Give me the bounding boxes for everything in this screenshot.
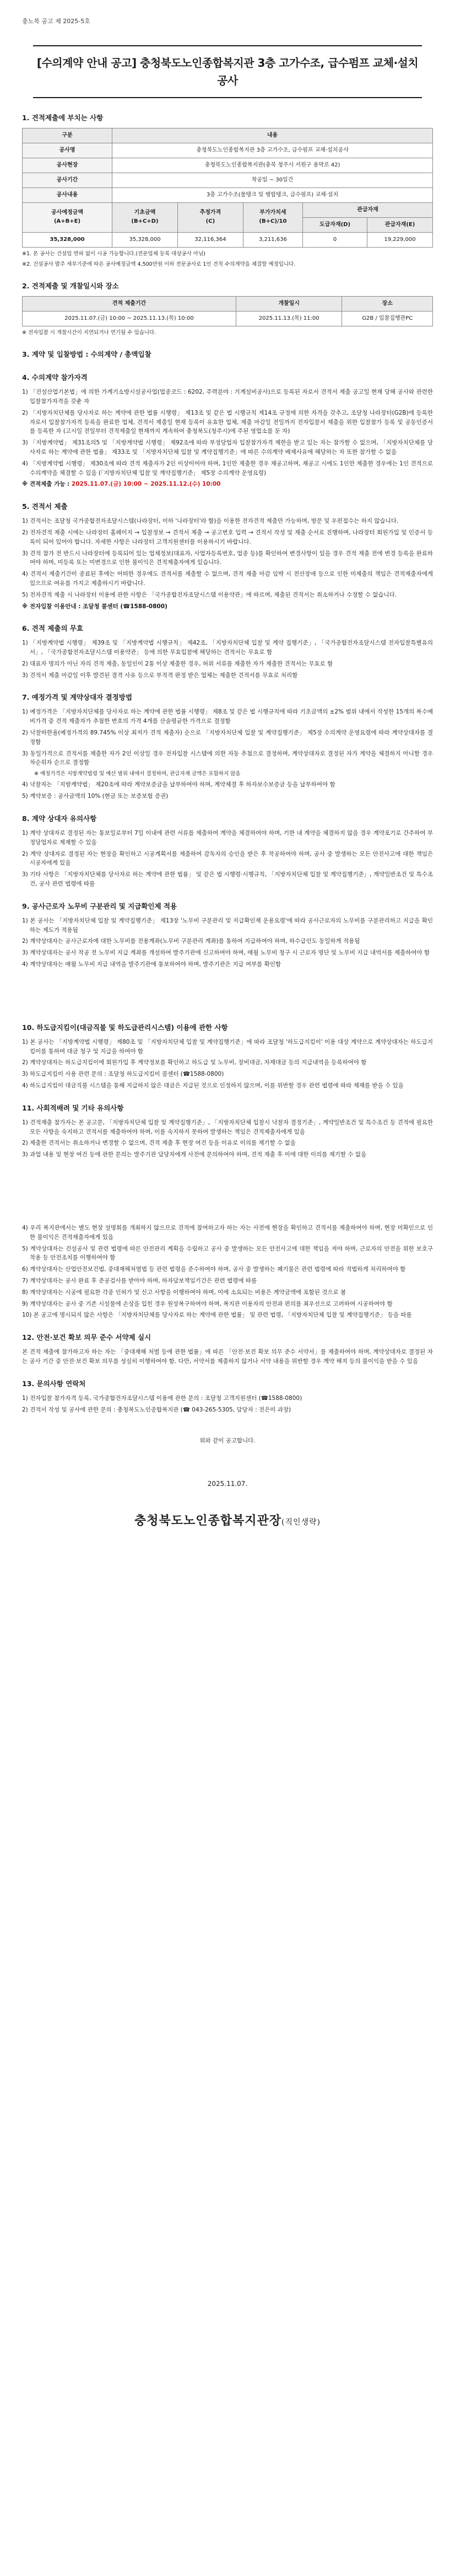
notice-date: 2025.11.07. xyxy=(207,1480,248,1488)
list-item: 4) 「지방계약법 시행령」 제30조에 따라 견적 제출자가 2인 이상이어야 하며, 1인만 제출한 경우 재공고하며, 재공고 시에도 1인만 제출한 경우에는 1인 견적으로 수의계약을 체결할 수 있음 (「지방자치단체 입찰 및 계약집행기준」 제5장 수의계약 운영요령) xyxy=(22,460,433,476)
cost-head: 기초금액 (B+C+D) xyxy=(112,202,178,232)
list-item: 1) 전자입찰 참가자격 등록, 국가종합전자조달시스템 이용에 관한 문의 : 조달청 고객지원센터 (☎1588-0800) xyxy=(22,1394,302,1402)
list-item: 2) 계약상대자는 하도급지킴이에 회원가입 후 계약정보를 확인하고 하도급 및 노무비, 장비대금, 자재대금 등의 지급내역을 등록하여야 함 xyxy=(22,1059,367,1066)
deadline-value: 2025.11.07.(금) 10:00 ~ 2025.11.12.(수) 10:00 xyxy=(71,481,221,488)
list-item: 3) 기타 사항은 「지방자치단체를 당사자로 하는 계약에 관한 법률」 및 같은 법 시행령·시행규칙, 「지방자치단체 입찰 및 계약집행기준」, 계약일반조건 및 특수조건, 공사 관련 법령에 따름 xyxy=(22,871,433,888)
cost-value: 0 xyxy=(303,232,367,247)
table-row xyxy=(23,143,433,158)
section-7-heading: 7. 예정가격 및 계약상대자 결정방법 xyxy=(22,693,132,702)
col-place: 장소 xyxy=(342,296,433,311)
list-item: 1) 견적서는 조달청 국가종합전자조달시스템(나라장터, 이하 '나라장터'라 함)을 이용한 전자견적 제출만 가능하며, 방문 및 우편접수는 하지 않습니다. xyxy=(22,518,399,525)
list-item: ※ 예정가격은 지방계약법령 및 예산 범위 내에서 결정하며, 관급자재 금액은 포함하지 않음 xyxy=(34,771,241,777)
col-naeyong: 내용 xyxy=(112,128,433,143)
list-item: 3) 하도급지킴이 사용 관련 문의 : 조달청 하도급지킴이 콜센터 (☎1588-0800) xyxy=(22,1071,224,1078)
cost-head: 부가가치세 (B+C)/10 xyxy=(243,202,302,232)
list-item: 2) 전자견적 제출 시에는 나라장터 홈페이지 → 입찰정보 → 견적서 제출 → 공고번호 입력 → 견적서 작성 및 제출 순서로 진행하며, 나라장터 회원가입 및 인증서 등록이 되어 있어야 합니다. 자세한 사항은 나라장터 고객지원센터를 이용하시기 바랍니다. xyxy=(22,529,433,545)
section-12-heading: 12. 안전·보건 확보 의무 준수 서약제 실시 xyxy=(22,1333,151,1342)
seal-omitted: (직인생략) xyxy=(281,1518,321,1527)
list-item: 1) 계약 상대자로 결정된 자는 통보일로부터 7일 이내에 관련 서류를 제출하여 계약을 체결하여야 하며, 기한 내 계약을 체결하지 않을 경우 계약포기로 간주하여 부정당업자로 제재할 수 있음 xyxy=(22,830,433,846)
list-item: 10) 본 공고에 명시되지 않은 사항은 「지방자치단체를 당사자로 하는 계약에 관한 법률」 및 관련 법령, 「지방자치단체 입찰 및 계약집행기준」 등을 따름 xyxy=(22,1312,412,1319)
cost-value: 35,328,000 xyxy=(112,232,178,247)
row-label: 공사기간 xyxy=(23,173,112,187)
list-item: 4) 낙찰자는 「지방계약법」 제20조에 따라 계약보증금을 납부하여야 하며, 계약체결 후 하자보수보증금 등을 납부하여야 함 xyxy=(22,781,335,788)
issuer-name: 충청북도노인종합복지관장 xyxy=(134,1514,281,1528)
section-12 xyxy=(22,1332,433,1366)
document-number: 충노복 공고 제 2025-5호 xyxy=(22,18,90,25)
table-row xyxy=(23,187,433,202)
list-item: 1) 본 공사는 「지방자치단체 입찰 및 계약집행기준」 제13장 '노무비 구분관리 및 지급확인제 운용요령'에 따라 공사근로자의 노무비를 구분관리하고 지급을 확인하는 제도가 적용됨 xyxy=(22,917,433,933)
period-value: 2025.11.07.(금) 10:00 ~ 2025.11.13.(목) 10:00 xyxy=(23,311,236,326)
list-item: 3) 과업 내용 및 현장 여건 등에 관한 문의는 발주기관 담당자에게 사전에 문의하여야 하며, 견적 제출 후 이에 대한 이의를 제기할 수 없음 xyxy=(22,1151,367,1158)
list-item: 2) 「지방자치단체를 당사자로 하는 계약에 관한 법률 시행령」 제13조 및 같은 법 시행규칙 제14조 규정에 의한 자격을 갖추고, 조달청 나라장터(G2B)에 등록한 자로서 입찰참가자격 등록을 완료한 업체, 견적서 제출일 현재 등록이 유효한 업체, 제출 마감일 전일까지 전자입찰서 제출을 위한 입찰참가 등록 및 공동인증서를 등록한 자 (고시일 전일부터 견적제출일 현재까지 계속하여 충청북도(청주시)에 주된 영업소를 둔 자) xyxy=(22,409,433,435)
section-3 xyxy=(22,349,433,360)
list-item: 2) 제출한 견적서는 취소하거나 변경할 수 없으며, 견적 제출 후 현장 여건 등을 이유로 이의를 제기할 수 없음 xyxy=(22,1140,296,1147)
note: ※ 전자입찰 시 개찰시간이 지연되거나 연기될 수 있습니다. xyxy=(22,329,156,336)
cost-head: 관급자재 xyxy=(303,202,433,217)
table-row xyxy=(23,158,433,173)
section-8-heading: 8. 계약 상대자 유의사항 xyxy=(22,814,97,823)
list-item: 2) 낙찰하한율(예정가격의 89.745% 이상 최저가 견적 제출자) 순으로 「지방자치단체 입찰 및 계약집행기준」 제5장 수의계약 운영요령에 따라 계약상대자를 결정함 xyxy=(22,729,433,745)
list-item: 5) 계약보증 : 공사금액의 10% (현금 또는 보증보험 증권) xyxy=(22,793,169,800)
list-item: 1) 「건설산업기본법」에 의한 가계기소방시설공사업(업종코드 : 6202, 주력분야 : 기계설비공사)으로 등록된 자로서 견적서 제출 공고일 현재 당해 공사와 관련한 입찰참가자격을 갖춘 자 xyxy=(22,389,433,405)
list-item: 4) 견적서 제출기간이 종료된 후에는 어떠한 경우에도 견적서를 제출할 수 없으며, 견적 제출 마감 임박 시 전산장애 등으로 인한 미제출의 책임은 견적제출자에게 있으므로 여유를 가지고 제출하시기 바랍니다. xyxy=(22,571,433,587)
list-item: 2) 계약 상대자로 결정된 자는 현장을 확인하고 시공계획서를 제출하여 감독자의 승인을 받은 후 착공하여야 하며, 공사 중 발생하는 모든 안전사고에 대한 책임은 시공자에게 있음 xyxy=(22,850,433,867)
cost-value: 35,328,000 xyxy=(23,232,112,247)
cost-header-row xyxy=(23,202,433,217)
row-label: 공사현장 xyxy=(23,158,112,173)
col-opening: 개찰일시 xyxy=(236,296,342,311)
list-item: 3) 「지방계약법」 제31조의5 및 「지방계약법 시행령」 제92조에 따라 부정당업자 입찰참가자격 제한을 받고 있는 자는 참가할 수 없으며, 「지방자치단체를 당사자로 하는 계약에 관한 법률」 제33조 및 「지방자치단체 입찰 및 계약집행기준」에 따른 수의계약 배제사유에 해당하는 자 또한 참가할 수 없음 xyxy=(22,439,433,455)
section-2 xyxy=(22,281,433,337)
cost-label: 공사예정금액 (A+B+E) xyxy=(23,202,112,232)
section-3-heading: 3. 계약 및 입찰방법 : 수의계약 / 총액입찰 xyxy=(22,350,151,359)
row-label: 공사내용 xyxy=(23,187,112,202)
section-4 xyxy=(22,372,433,489)
col-gubun: 구분 xyxy=(23,128,112,143)
cost-value: 32,116,364 xyxy=(177,232,243,247)
issuer xyxy=(22,1511,433,1531)
closing-text: 위와 같이 공고합니다. xyxy=(199,1437,256,1445)
table-row xyxy=(23,173,433,187)
schedule-table xyxy=(22,296,433,326)
cost-value-row xyxy=(23,232,433,247)
list-item: 4) 하도급지킴이 대금직불 시스템을 통해 지급하지 않은 대금은 지급된 것으로 인정하지 않으며, 이를 위반할 경우 관련 법령에 따라 제재를 받을 수 있음 xyxy=(22,1082,404,1089)
cost-value: 19,229,000 xyxy=(367,232,433,247)
list-item: 5) 계약상대자는 건설공사 및 관련 법령에 따른 안전관리 계획을 수립하고 공사 중 발생하는 모든 안전사고에 대한 책임을 져야 하며, 근로자의 안전을 위한 보호구 착용 등 안전조치를 이행하여야 함 xyxy=(22,1245,433,1262)
section-10 xyxy=(22,1022,433,1091)
cost-subhead: 관급자재(E) xyxy=(367,217,433,232)
section-2-heading: 2. 견적제출 및 개찰일시와 장소 xyxy=(22,281,119,290)
page-gap xyxy=(22,972,433,1010)
section-7 xyxy=(22,692,433,801)
place-value: G2B / 입찰집행관PC xyxy=(342,311,433,326)
list-item: 5) 전자견적 제출 시 나라장터 이용에 관한 사항은 「국가종합전자조달시스템 이용약관」에 따르며, 제출된 견적서는 취소하거나 수정할 수 없습니다. xyxy=(22,591,397,598)
cost-head: 추정가격 (C) xyxy=(177,202,243,232)
note: ※1. 본 공사는 건설업 면허 없이 시공 가능합니다.(전문업체 등록 대상공사 아님) xyxy=(22,250,205,257)
deadline-note xyxy=(22,480,433,489)
section-10-heading: 10. 하도급지킴이(대금직불 및 하도급관리시스템) 이용에 관한 사항 xyxy=(22,1023,228,1032)
note: ※ 전자입찰 이용안내 : 조달청 콜센터 (☎1588-0800) xyxy=(22,603,167,610)
section-1 xyxy=(22,112,433,269)
list-item: 9) 계약상대자는 공사 중 기존 시설물에 손상을 입힌 경우 원상복구하여야 하며, 복지관 이용자의 안전과 편의를 최우선으로 고려하여 시공하여야 함 xyxy=(22,1300,393,1307)
section-11 xyxy=(22,1103,433,1160)
list-item: 4) 우리 복지관에서는 별도 현장 설명회를 개최하지 않으므로 견적에 참여하고자 하는 자는 사전에 현장을 확인하고 견적서를 제출하여야 하며, 현장 미확인으로 인한 불이익은 견적제출자에게 있음 xyxy=(22,1224,433,1241)
section-9 xyxy=(22,901,433,969)
section-6 xyxy=(22,623,433,680)
list-item: 2) 견적서 작성 및 공사에 관한 문의 : 충청북도노인종합복지관 (☎ 043-265-5305, 담당자 : 전은미 과장) xyxy=(22,1406,291,1413)
cost-value: 3,211,636 xyxy=(243,232,302,247)
list-item: 7) 계약상대자는 공사 완료 후 준공검사를 받아야 하며, 하자담보책임기간은 관련 법령에 따름 xyxy=(22,1277,257,1284)
list-item: 3) 견적 참가 전 반드시 나라장터에 등록되어 있는 업체정보(대표자, 사업자등록번호, 업종 등)를 확인하여 변경사항이 있을 경우 견적 제출 전에 변경 등록을 완료하여야 하며, 미등록 또는 미변경으로 인한 불이익은 견적제출자에게 있습니다. xyxy=(22,550,433,566)
list-item: 2) 계약상대자는 공사근로자에 대한 노무비를 전용계좌(노무비 구분관리 계좌)를 통하여 지급하여야 하며, 하수급인도 동일하게 적용됨 xyxy=(22,938,360,945)
table-row xyxy=(23,311,433,326)
list-item: 1) 본 공사는 「지방계약법 시행령」 제80조 및 「지방자치단체 입찰 및 계약집행기준」에 따라 조달청 '하도급지킴이' 이용 대상 계약으로 계약상대자는 하도급지킴이를 통하여 대금 청구 및 지급을 하여야 함 xyxy=(22,1038,433,1055)
opening-value: 2025.11.13.(목) 11:00 xyxy=(236,311,342,326)
list-item: 1) 「지방계약법 시행령」 제39조 및 「지방계약법 시행규칙」 제42조, 「지방자치단체 입찰 및 계약 집행기준」, 「국가종합전자조달시스템 전자입찰특별유의서」, 「국가종합전자조달시스템 이용약관」 등에 의한 무효입찰에 해당하는 견적서는 무효로 함 xyxy=(22,640,433,656)
section-13 xyxy=(22,1378,433,1415)
list-item: 3) 견적서 제출 마감일 이후 발견된 결격 사유 등으로 부적격 판정 받은 업체는 제출한 견적서를 무효로 처리함 xyxy=(22,672,298,679)
page-gap xyxy=(22,1162,433,1211)
section-6-heading: 6. 견적 제출의 무효 xyxy=(22,624,84,633)
row-value: 충청북도노인종합복지관 3층 고가수조, 급수펌프 교체·설치공사 xyxy=(112,143,433,158)
row-label: 공사명 xyxy=(23,143,112,158)
section-4-heading: 4. 수의계약 참가자격 xyxy=(22,373,88,382)
list-item: 3) 계약상대자는 공사 착공 전 노무비 지급 계좌를 개설하여 발주기관에 신고하여야 하며, 매월 노무비 청구 시 근로자 명단 및 노무비 지급 내역서를 제출하여야 함 xyxy=(22,949,430,957)
row-value: 3층 고가수조(물탱크 및 병합탱크, 급수펌프) 교체·설치 xyxy=(112,187,433,202)
col-period: 견적 제출기간 xyxy=(23,296,236,311)
list-item: 8) 계약상대자는 시공에 필요한 각종 인허가 및 신고 사항을 이행하여야 하며, 이에 소요되는 비용은 계약금액에 포함된 것으로 봄 xyxy=(22,1289,346,1296)
notice-title: [수의계약 안내 공고] 충청북도노인종합복지관 3층 고가수조, 급수펌프 교체·설치공사 xyxy=(33,45,422,98)
section-9-heading: 9. 공사근로자 노무비 구분관리 및 지급확인제 적용 xyxy=(22,901,177,910)
list-item: 본 견적 제출에 참가하고자 하는 자는 「중대재해 처벌 등에 관한 법률」에 따른 「안전·보건 확보 의무 준수 서약서」를 제출하여야 하며, 계약상대자로 결정된 자는 공사 기간 중 안전·보건 확보 의무를 성실히 이행하여야 함. 다만, 서약서를 제출하지 않거나 서약 내용을 위반할 경우 계약 해지 등의 불이익을 받을 수 있음 xyxy=(22,1349,433,1365)
list-item: 1) 예정가격은 「지방자치단체를 당사자로 하는 계약에 관한 법률 시행령」 제8조 및 같은 법 시행규칙에 따라 기초금액의 ±2% 범위 내에서 작성한 15개의 복수예비가격 중 견적 제출자가 추첨한 번호의 가격 4개를 산술평균한 가격으로 결정함 xyxy=(22,709,433,725)
list-item: 6) 계약상대자는 산업안전보건법, 중대재해처벌법 등 관련 법령을 준수하여야 하며, 공사 중 발생하는 폐기물은 관련 법령에 따라 적법하게 처리하여야 함 xyxy=(22,1266,406,1273)
section-5 xyxy=(22,501,433,611)
section-1-heading: 1. 견적제출에 부치는 사항 xyxy=(22,113,104,122)
list-item: 1) 견적제출 참가자는 본 공고문, 「지방자치단체 입찰 및 계약집행기준」, 「지방자치단체 입찰시 낙찰자 결정기준」, 계약일반조건 및 특수조건 등 견적에 필요한 모든 사항을 숙지하고 견적서를 제출하여야 하며, 이를 숙지하지 못하여 발생하는 책임은 견적제출자에게 있음 xyxy=(22,1119,433,1135)
deadline-label: ※ 견적제출 가능 : xyxy=(22,481,72,488)
row-value: 충청북도노인종합복지관(충북 청주시 서원구 용막로 42) xyxy=(112,158,433,173)
note: ※2. 건설공사 발주 세부기준에 따른 공사예정금액 4,500만원 이하 전문공사로 1인 견적 수의계약을 체결할 예정입니다. xyxy=(22,261,296,267)
section-11-heading: 11. 사회적배려 및 기타 유의사항 xyxy=(22,1103,124,1112)
section-5-heading: 5. 견적서 제출 xyxy=(22,502,68,511)
cost-subhead: 도급자재(D) xyxy=(303,217,367,232)
section-11-continued xyxy=(22,1223,433,1320)
list-item: 3) 동일가격으로 견적서를 제출한 자가 2인 이상일 경우 전자입찰 시스템에 의한 자동 추첨으로 결정하며, 계약상대자로 결정된 자가 계약을 체결하지 아니할 경우 차순위자 순으로 결정함 xyxy=(22,750,433,766)
row-value: 착공일 ~ 30일간 xyxy=(112,173,433,187)
section-8 xyxy=(22,813,433,889)
section-13-heading: 13. 문의사항 연락처 xyxy=(22,1379,86,1388)
list-item: 4) 계약상대자는 매월 노무비 지급 내역을 발주기관에 통보하여야 하며, 발주기관은 지급 여부를 확인함 xyxy=(22,961,281,968)
list-item: 2) 대표자 명의가 아닌 자의 견적 제출, 동일인이 2통 이상 제출한 경우, 허위 서류를 제출한 자가 제출한 견적서는 무효로 함 xyxy=(22,660,333,667)
project-info-table xyxy=(22,128,433,248)
